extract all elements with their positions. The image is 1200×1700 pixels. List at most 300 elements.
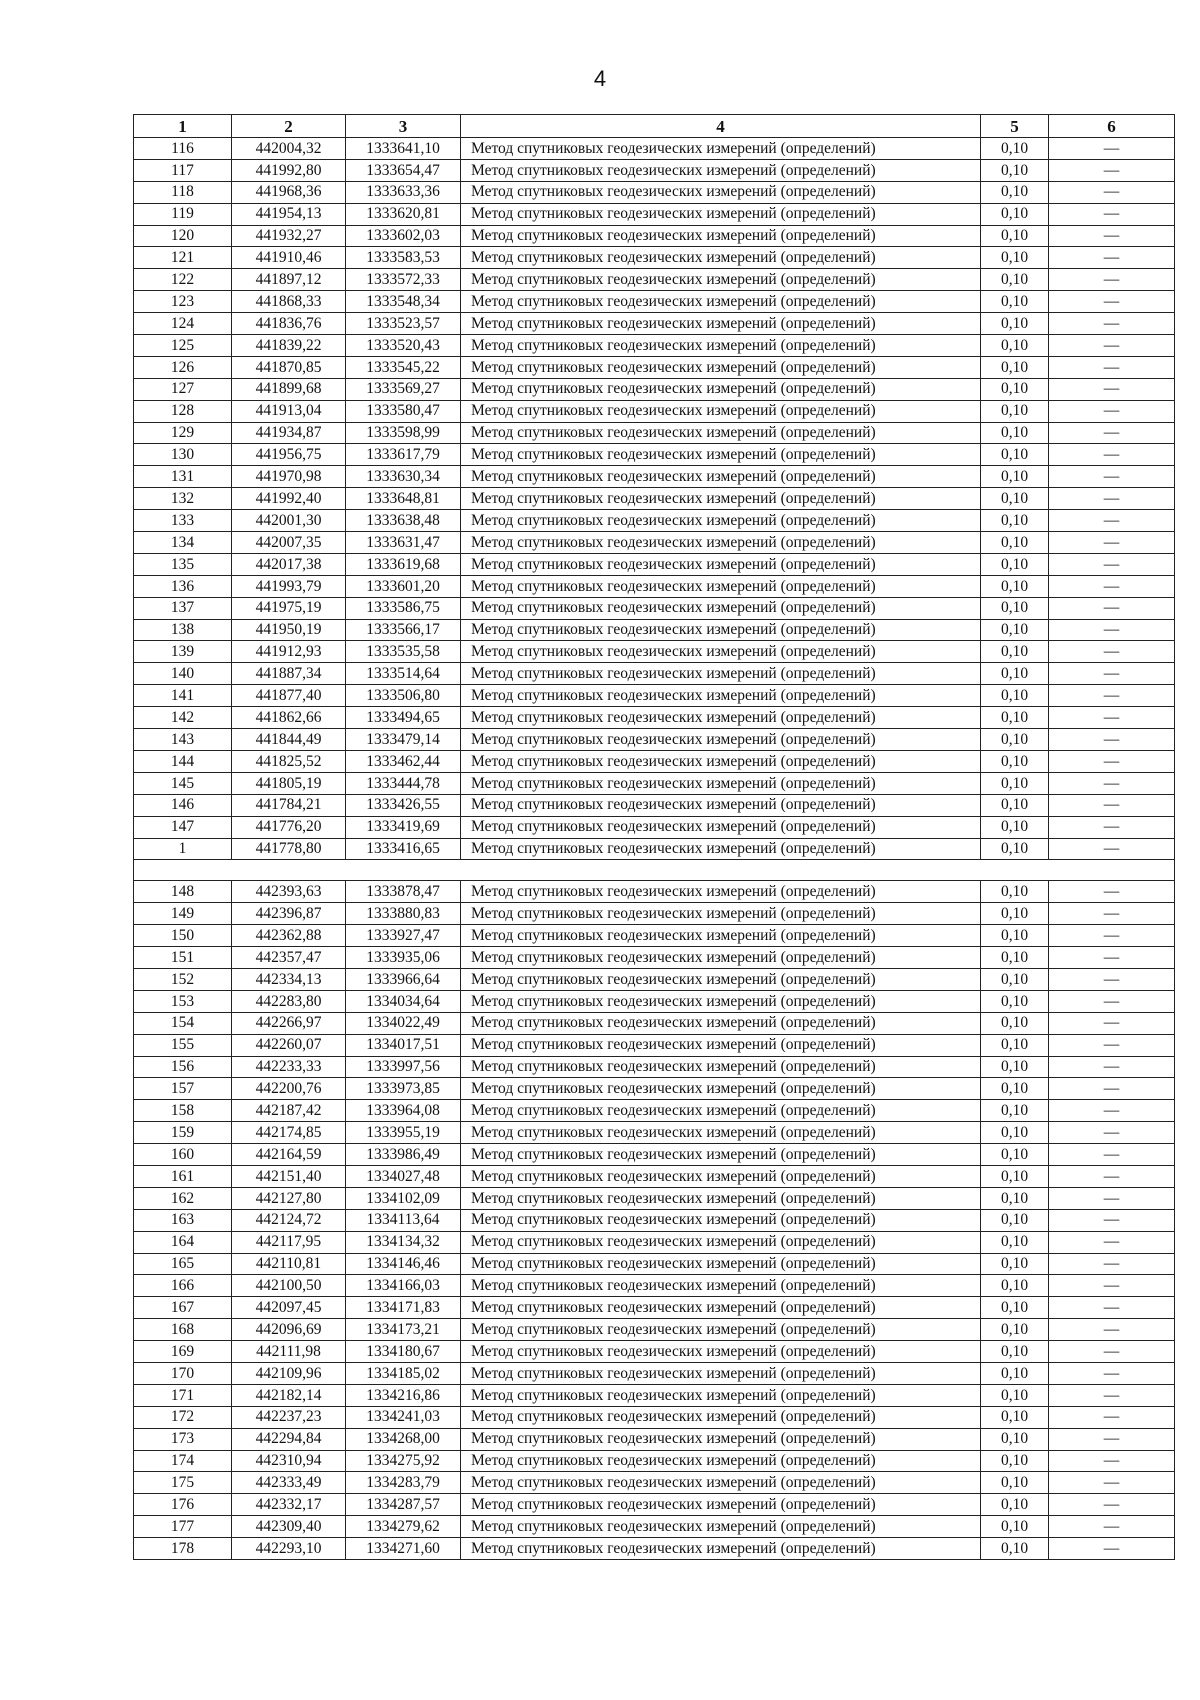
y-coordinate-cell: 1333583,53 (346, 247, 461, 269)
table-row (134, 1516, 1175, 1538)
x-coordinate-cell: 441913,04 (232, 400, 346, 422)
point-number-cell: 139 (134, 641, 232, 663)
point-number-cell: 131 (134, 466, 232, 488)
description-cell: — (1049, 159, 1175, 181)
point-number-cell: 129 (134, 422, 232, 444)
x-coordinate-cell: 441844,49 (232, 729, 346, 751)
point-number-cell: 1 (134, 838, 232, 860)
accuracy-cell: 0,10 (981, 1494, 1049, 1516)
accuracy-cell: 0,10 (981, 181, 1049, 203)
method-cell: Метод спутниковых геодезических измерений (определений) (461, 750, 981, 772)
point-number-cell: 155 (134, 1034, 232, 1056)
description-cell: — (1049, 247, 1175, 269)
x-coordinate-cell: 441950,19 (232, 619, 346, 641)
point-number-cell: 171 (134, 1384, 232, 1406)
accuracy-cell: 0,10 (981, 1034, 1049, 1056)
method-cell: Метод спутниковых геодезических измерений (определений) (461, 1209, 981, 1231)
accuracy-cell: 0,10 (981, 313, 1049, 335)
table-row (134, 794, 1175, 816)
method-cell: Метод спутниковых геодезических измерений (определений) (461, 1078, 981, 1100)
method-cell: Метод спутниковых геодезических измерений (определений) (461, 707, 981, 729)
description-cell: — (1049, 203, 1175, 225)
accuracy-cell: 0,10 (981, 1012, 1049, 1034)
x-coordinate-cell: 442097,45 (232, 1297, 346, 1319)
accuracy-cell: 0,10 (981, 685, 1049, 707)
description-cell: — (1049, 925, 1175, 947)
table-row (134, 685, 1175, 707)
table-row (134, 378, 1175, 400)
method-cell: Метод спутниковых геодезических измерений (определений) (461, 1319, 981, 1341)
accuracy-cell: 0,10 (981, 707, 1049, 729)
accuracy-cell: 0,10 (981, 1319, 1049, 1341)
point-number-cell: 167 (134, 1297, 232, 1319)
accuracy-cell: 0,10 (981, 1187, 1049, 1209)
y-coordinate-cell: 1333633,36 (346, 181, 461, 203)
x-coordinate-cell: 442096,69 (232, 1319, 346, 1341)
method-cell: Метод спутниковых геодезических измерений (определений) (461, 1538, 981, 1560)
table-row (134, 619, 1175, 641)
y-coordinate-cell: 1333566,17 (346, 619, 461, 641)
y-coordinate-cell: 1334185,02 (346, 1362, 461, 1384)
point-number-cell: 125 (134, 335, 232, 357)
accuracy-cell: 0,10 (981, 138, 1049, 160)
table-row (134, 1187, 1175, 1209)
point-number-cell: 120 (134, 225, 232, 247)
table-row (134, 356, 1175, 378)
point-number-cell: 142 (134, 707, 232, 729)
y-coordinate-cell: 1333444,78 (346, 772, 461, 794)
description-cell: — (1049, 356, 1175, 378)
x-coordinate-cell: 441899,68 (232, 378, 346, 400)
y-coordinate-cell: 1334034,64 (346, 990, 461, 1012)
table-row (134, 1450, 1175, 1472)
accuracy-cell: 0,10 (981, 597, 1049, 619)
description-cell: — (1049, 138, 1175, 160)
method-cell: Метод спутниковых геодезических измерений (определений) (461, 1034, 981, 1056)
x-coordinate-cell: 442100,50 (232, 1275, 346, 1297)
method-cell: Метод спутниковых геодезических измерений (определений) (461, 1516, 981, 1538)
y-coordinate-cell: 1333880,83 (346, 903, 461, 925)
description-cell: — (1049, 1209, 1175, 1231)
table-row (134, 641, 1175, 663)
x-coordinate-cell: 441868,33 (232, 291, 346, 313)
accuracy-cell: 0,10 (981, 1122, 1049, 1144)
table-row (134, 138, 1175, 160)
table-row (134, 1253, 1175, 1275)
description-cell: — (1049, 1450, 1175, 1472)
table-row (134, 663, 1175, 685)
y-coordinate-cell: 1333426,55 (346, 794, 461, 816)
y-coordinate-cell: 1333506,80 (346, 685, 461, 707)
accuracy-cell: 0,10 (981, 532, 1049, 554)
table-row (134, 335, 1175, 357)
point-number-cell: 149 (134, 903, 232, 925)
point-number-cell: 145 (134, 772, 232, 794)
x-coordinate-cell: 442266,97 (232, 1012, 346, 1034)
coordinates-table (133, 114, 1175, 1560)
table-row (134, 1538, 1175, 1560)
x-coordinate-cell: 442001,30 (232, 510, 346, 532)
point-number-cell: 147 (134, 816, 232, 838)
y-coordinate-cell: 1333479,14 (346, 729, 461, 751)
point-number-cell: 158 (134, 1100, 232, 1122)
accuracy-cell: 0,10 (981, 159, 1049, 181)
point-number-cell: 163 (134, 1209, 232, 1231)
accuracy-cell: 0,10 (981, 881, 1049, 903)
description-cell: — (1049, 335, 1175, 357)
description-cell: — (1049, 1012, 1175, 1034)
y-coordinate-cell: 1333630,34 (346, 466, 461, 488)
x-coordinate-cell: 442310,94 (232, 1450, 346, 1472)
table-row (134, 466, 1175, 488)
x-coordinate-cell: 442283,80 (232, 990, 346, 1012)
table-row (134, 488, 1175, 510)
description-cell: — (1049, 1165, 1175, 1187)
point-number-cell: 118 (134, 181, 232, 203)
y-coordinate-cell: 1333514,64 (346, 663, 461, 685)
point-number-cell: 164 (134, 1231, 232, 1253)
description-cell: — (1049, 1428, 1175, 1450)
table-row (134, 291, 1175, 313)
description-cell: — (1049, 597, 1175, 619)
accuracy-cell: 0,10 (981, 335, 1049, 357)
description-cell: — (1049, 794, 1175, 816)
description-cell: — (1049, 532, 1175, 554)
x-coordinate-cell: 442362,88 (232, 925, 346, 947)
table-row (134, 400, 1175, 422)
description-cell: — (1049, 641, 1175, 663)
table-body (134, 138, 1175, 1560)
table-row (134, 1056, 1175, 1078)
accuracy-cell: 0,10 (981, 619, 1049, 641)
description-cell: — (1049, 575, 1175, 597)
x-coordinate-cell: 442111,98 (232, 1341, 346, 1363)
x-coordinate-cell: 441932,27 (232, 225, 346, 247)
description-cell: — (1049, 1341, 1175, 1363)
description-cell: — (1049, 1472, 1175, 1494)
method-cell: Метод спутниковых геодезических измерений (определений) (461, 1275, 981, 1297)
x-coordinate-cell: 441954,13 (232, 203, 346, 225)
method-cell: Метод спутниковых геодезических измерений (определений) (461, 400, 981, 422)
description-cell: — (1049, 422, 1175, 444)
method-cell: Метод спутниковых геодезических измерений (определений) (461, 838, 981, 860)
y-coordinate-cell: 1333494,65 (346, 707, 461, 729)
point-number-cell: 152 (134, 968, 232, 990)
table-row (134, 1319, 1175, 1341)
accuracy-cell: 0,10 (981, 247, 1049, 269)
y-coordinate-cell: 1333462,44 (346, 750, 461, 772)
point-number-cell: 136 (134, 575, 232, 597)
method-cell: Метод спутниковых геодезических измерений (определений) (461, 1341, 981, 1363)
table-row (134, 838, 1175, 860)
point-number-cell: 148 (134, 881, 232, 903)
point-number-cell: 135 (134, 553, 232, 575)
point-number-cell: 177 (134, 1516, 232, 1538)
point-number-cell: 137 (134, 597, 232, 619)
method-cell: Метод спутниковых геодезических измерений (определений) (461, 1297, 981, 1319)
description-cell: — (1049, 1100, 1175, 1122)
x-coordinate-cell: 442109,96 (232, 1362, 346, 1384)
accuracy-cell: 0,10 (981, 1341, 1049, 1363)
description-cell: — (1049, 510, 1175, 532)
accuracy-cell: 0,10 (981, 729, 1049, 751)
x-coordinate-cell: 442357,47 (232, 947, 346, 969)
table-row (134, 1341, 1175, 1363)
y-coordinate-cell: 1333620,81 (346, 203, 461, 225)
method-cell: Метод спутниковых геодезических измерений (определений) (461, 1362, 981, 1384)
description-cell: — (1049, 1034, 1175, 1056)
y-coordinate-cell: 1333955,19 (346, 1122, 461, 1144)
table-row (134, 729, 1175, 751)
y-coordinate-cell: 1334275,92 (346, 1450, 461, 1472)
accuracy-cell: 0,10 (981, 466, 1049, 488)
point-number-cell: 133 (134, 510, 232, 532)
page-number: 4 (593, 66, 607, 91)
x-coordinate-cell: 441877,40 (232, 685, 346, 707)
method-cell: Метод спутниковых геодезических измерений (определений) (461, 663, 981, 685)
point-number-cell: 130 (134, 444, 232, 466)
accuracy-cell: 0,10 (981, 1428, 1049, 1450)
x-coordinate-cell: 442294,84 (232, 1428, 346, 1450)
x-coordinate-cell: 442187,42 (232, 1100, 346, 1122)
description-cell: — (1049, 990, 1175, 1012)
point-number-cell: 127 (134, 378, 232, 400)
point-number-cell: 150 (134, 925, 232, 947)
y-coordinate-cell: 1333986,49 (346, 1144, 461, 1166)
method-cell: Метод спутниковых геодезических измерений (определений) (461, 269, 981, 291)
x-coordinate-cell: 442164,59 (232, 1144, 346, 1166)
header-col-2: 2 (232, 115, 346, 138)
description-cell: — (1049, 225, 1175, 247)
accuracy-cell: 0,10 (981, 1384, 1049, 1406)
table-row (134, 1165, 1175, 1187)
y-coordinate-cell: 1333619,68 (346, 553, 461, 575)
y-coordinate-cell: 1334173,21 (346, 1319, 461, 1341)
table-row (134, 203, 1175, 225)
x-coordinate-cell: 441992,80 (232, 159, 346, 181)
method-cell: Метод спутниковых геодезических измерений (определений) (461, 641, 981, 663)
accuracy-cell: 0,10 (981, 225, 1049, 247)
x-coordinate-cell: 442333,49 (232, 1472, 346, 1494)
x-coordinate-cell: 441784,21 (232, 794, 346, 816)
description-cell: — (1049, 313, 1175, 335)
method-cell: Метод спутниковых геодезических измерений (определений) (461, 1428, 981, 1450)
accuracy-cell: 0,10 (981, 663, 1049, 685)
table-row (134, 903, 1175, 925)
point-number-cell: 151 (134, 947, 232, 969)
accuracy-cell: 0,10 (981, 269, 1049, 291)
method-cell: Метод спутниковых геодезических измерений (определений) (461, 247, 981, 269)
y-coordinate-cell: 1333598,99 (346, 422, 461, 444)
method-cell: Метод спутниковых геодезических измерений (определений) (461, 685, 981, 707)
method-cell: Метод спутниковых геодезических измерений (определений) (461, 1406, 981, 1428)
method-cell: Метод спутниковых геодезических измерений (определений) (461, 1231, 981, 1253)
y-coordinate-cell: 1333580,47 (346, 400, 461, 422)
accuracy-cell: 0,10 (981, 553, 1049, 575)
x-coordinate-cell: 442200,76 (232, 1078, 346, 1100)
y-coordinate-cell: 1333927,47 (346, 925, 461, 947)
method-cell: Метод спутниковых геодезических измерений (определений) (461, 968, 981, 990)
method-cell: Метод спутниковых геодезических измерений (определений) (461, 1165, 981, 1187)
point-number-cell: 134 (134, 532, 232, 554)
table-row (134, 1494, 1175, 1516)
accuracy-cell: 0,10 (981, 1406, 1049, 1428)
x-coordinate-cell: 442334,13 (232, 968, 346, 990)
method-cell: Метод спутниковых геодезических измерений (определений) (461, 1056, 981, 1078)
method-cell: Метод спутниковых геодезических измерений (определений) (461, 1144, 981, 1166)
table-row (134, 816, 1175, 838)
method-cell: Метод спутниковых геодезических измерений (определений) (461, 422, 981, 444)
x-coordinate-cell: 442293,10 (232, 1538, 346, 1560)
accuracy-cell: 0,10 (981, 1362, 1049, 1384)
point-number-cell: 166 (134, 1275, 232, 1297)
x-coordinate-cell: 442182,14 (232, 1384, 346, 1406)
table-row (134, 925, 1175, 947)
method-cell: Метод спутниковых геодезических измерений (определений) (461, 794, 981, 816)
point-number-cell: 156 (134, 1056, 232, 1078)
table-row (134, 422, 1175, 444)
description-cell: — (1049, 1231, 1175, 1253)
method-cell: Метод спутниковых геодезических измерений (определений) (461, 881, 981, 903)
x-coordinate-cell: 442007,35 (232, 532, 346, 554)
y-coordinate-cell: 1333641,10 (346, 138, 461, 160)
method-cell: Метод спутниковых геодезических измерений (определений) (461, 1187, 981, 1209)
description-cell: — (1049, 1122, 1175, 1144)
table-row (134, 1362, 1175, 1384)
table-row (134, 1012, 1175, 1034)
y-coordinate-cell: 1334271,60 (346, 1538, 461, 1560)
accuracy-cell: 0,10 (981, 750, 1049, 772)
method-cell: Метод спутниковых геодезических измерений (определений) (461, 291, 981, 313)
y-coordinate-cell: 1333878,47 (346, 881, 461, 903)
method-cell: Метод спутниковых геодезических измерений (определений) (461, 772, 981, 794)
method-cell: Метод спутниковых геодезических измерений (определений) (461, 181, 981, 203)
y-coordinate-cell: 1333545,22 (346, 356, 461, 378)
point-number-cell: 178 (134, 1538, 232, 1560)
table-row (134, 313, 1175, 335)
y-coordinate-cell: 1334241,03 (346, 1406, 461, 1428)
description-cell: — (1049, 1144, 1175, 1166)
x-coordinate-cell: 441862,66 (232, 707, 346, 729)
point-number-cell: 160 (134, 1144, 232, 1166)
y-coordinate-cell: 1333654,47 (346, 159, 461, 181)
x-coordinate-cell: 441836,76 (232, 313, 346, 335)
method-cell: Метод спутниковых геодезических измерений (определений) (461, 553, 981, 575)
point-number-cell: 124 (134, 313, 232, 335)
accuracy-cell: 0,10 (981, 925, 1049, 947)
method-cell: Метод спутниковых геодезических измерений (определений) (461, 466, 981, 488)
point-number-cell: 154 (134, 1012, 232, 1034)
table-row (134, 553, 1175, 575)
method-cell: Метод спутниковых геодезических измерений (определений) (461, 1450, 981, 1472)
point-number-cell: 141 (134, 685, 232, 707)
x-coordinate-cell: 442309,40 (232, 1516, 346, 1538)
accuracy-cell: 0,10 (981, 794, 1049, 816)
x-coordinate-cell: 441778,80 (232, 838, 346, 860)
accuracy-cell: 0,10 (981, 356, 1049, 378)
table-row (134, 575, 1175, 597)
description-cell: — (1049, 685, 1175, 707)
description-cell: — (1049, 1319, 1175, 1341)
table-row (134, 510, 1175, 532)
y-coordinate-cell: 1333964,08 (346, 1100, 461, 1122)
x-coordinate-cell: 442110,81 (232, 1253, 346, 1275)
method-cell: Метод спутниковых геодезических измерений (определений) (461, 1472, 981, 1494)
point-number-cell: 176 (134, 1494, 232, 1516)
description-cell: — (1049, 1078, 1175, 1100)
point-number-cell: 122 (134, 269, 232, 291)
description-cell: — (1049, 181, 1175, 203)
header-col-3: 3 (346, 115, 461, 138)
accuracy-cell: 0,10 (981, 378, 1049, 400)
point-number-cell: 143 (134, 729, 232, 751)
table-row (134, 1472, 1175, 1494)
y-coordinate-cell: 1334279,62 (346, 1516, 461, 1538)
y-coordinate-cell: 1334216,86 (346, 1384, 461, 1406)
x-coordinate-cell: 442174,85 (232, 1122, 346, 1144)
description-cell: — (1049, 1494, 1175, 1516)
description-cell: — (1049, 1516, 1175, 1538)
table-row (134, 1100, 1175, 1122)
y-coordinate-cell: 1334113,64 (346, 1209, 461, 1231)
accuracy-cell: 0,10 (981, 203, 1049, 225)
x-coordinate-cell: 441910,46 (232, 247, 346, 269)
x-coordinate-cell: 441776,20 (232, 816, 346, 838)
accuracy-cell: 0,10 (981, 1056, 1049, 1078)
method-cell: Метод спутниковых геодезических измерений (определений) (461, 203, 981, 225)
table-row (134, 1406, 1175, 1428)
table-row (134, 772, 1175, 794)
accuracy-cell: 0,10 (981, 1078, 1049, 1100)
table-row (134, 444, 1175, 466)
method-cell: Метод спутниковых геодезических измерений (определений) (461, 1100, 981, 1122)
method-cell: Метод спутниковых геодезических измерений (определений) (461, 138, 981, 160)
y-coordinate-cell: 1333569,27 (346, 378, 461, 400)
description-cell: — (1049, 444, 1175, 466)
method-cell: Метод спутниковых геодезических измерений (определений) (461, 378, 981, 400)
method-cell: Метод спутниковых геодезических измерений (определений) (461, 1253, 981, 1275)
description-cell: — (1049, 707, 1175, 729)
group-separator-row (134, 860, 1175, 881)
method-cell: Метод спутниковых геодезических измерений (определений) (461, 444, 981, 466)
x-coordinate-cell: 442237,23 (232, 1406, 346, 1428)
description-cell: — (1049, 947, 1175, 969)
accuracy-cell: 0,10 (981, 1231, 1049, 1253)
method-cell: Метод спутниковых геодезических измерений (определений) (461, 313, 981, 335)
x-coordinate-cell: 442124,72 (232, 1209, 346, 1231)
y-coordinate-cell: 1333631,47 (346, 532, 461, 554)
point-number-cell: 173 (134, 1428, 232, 1450)
method-cell: Метод спутниковых геодезических измерений (определений) (461, 225, 981, 247)
description-cell: — (1049, 1056, 1175, 1078)
accuracy-cell: 0,10 (981, 400, 1049, 422)
y-coordinate-cell: 1333572,33 (346, 269, 461, 291)
header-row (134, 115, 1175, 138)
accuracy-cell: 0,10 (981, 641, 1049, 663)
y-coordinate-cell: 1333520,43 (346, 335, 461, 357)
table-row (134, 1209, 1175, 1231)
description-cell: — (1049, 291, 1175, 313)
description-cell: — (1049, 269, 1175, 291)
table-row (134, 1231, 1175, 1253)
description-cell: — (1049, 1187, 1175, 1209)
x-coordinate-cell: 442004,32 (232, 138, 346, 160)
x-coordinate-cell: 441970,98 (232, 466, 346, 488)
x-coordinate-cell: 441887,34 (232, 663, 346, 685)
table-row (134, 881, 1175, 903)
x-coordinate-cell: 441975,19 (232, 597, 346, 619)
table-row (134, 597, 1175, 619)
